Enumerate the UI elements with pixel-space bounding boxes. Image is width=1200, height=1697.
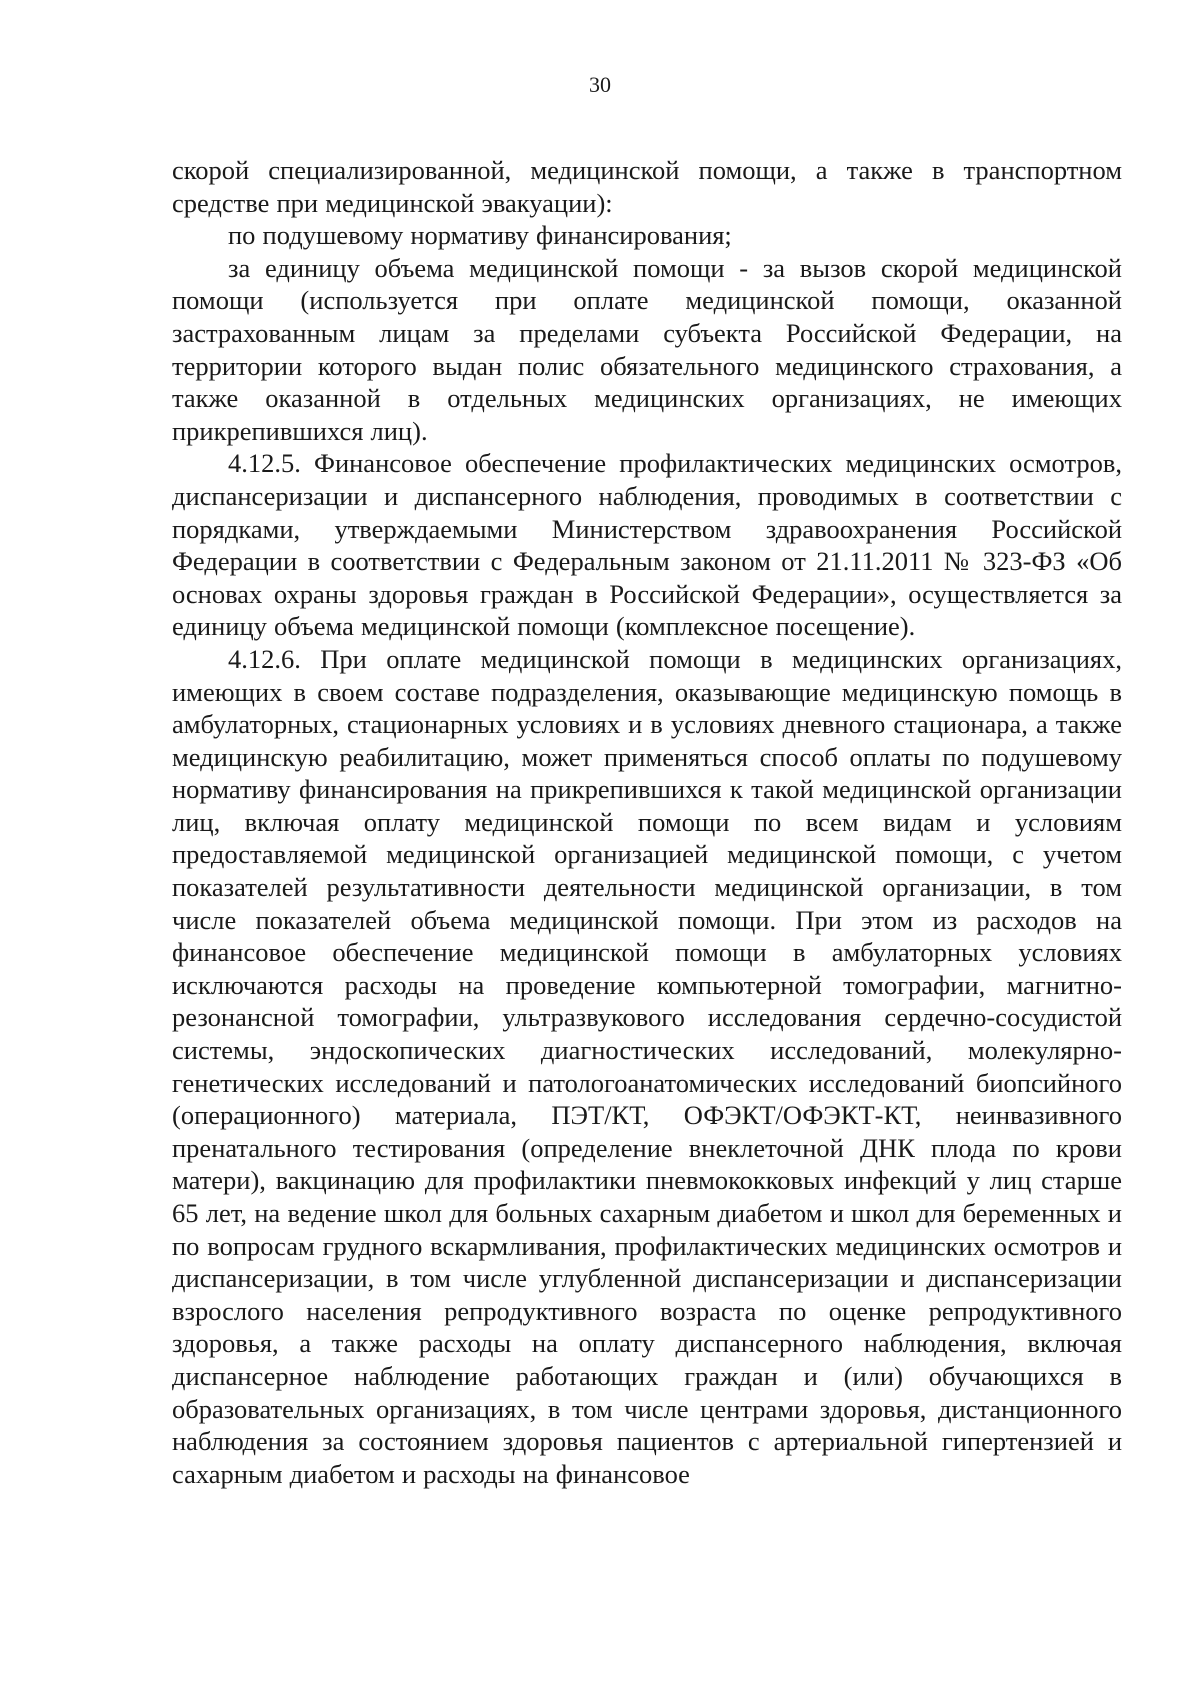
paragraph-continuation: скорой специализированной, медицинской помощи, а также в транспортном средстве при медицинской эвакуации):: [172, 155, 1122, 218]
paragraph-per-call: за единицу объема медицинской помощи - за вызов скорой медицинской помощи (используется при оплате медицинской помощи, оказанной застрахованным лицам за пределами субъекта Российской Федерации, на территории которого выдан полис обязательного медицинского страхования, а также оказанной в отдельных медицинских организациях, не имеющих прикрепившихся лиц).: [172, 252, 1122, 446]
document-body: [172, 154, 1122, 1490]
paragraph-per-capita: по подушевому нормативу финансирования;: [228, 220, 732, 251]
page-number: 30: [589, 72, 611, 97]
paragraph-4-12-6: 4.12.6. При оплате медицинской помощи в медицинских организациях, имеющих в своем составе подразделения, оказывающие медицинскую помощь в амбулаторных, стационарных условиях и в условиях дневного стационара, а также медицинскую реабилитацию, может применяться способ оплаты по подушевому нормативу финансирования на прикрепившихся к такой медицинской организации лиц, включая оплату медицинской помощи по всем видам и условиям предоставляемой медицинской организацией медицинской помощи, с учетом показателей результативности деятельности медицинской организации, в том числе показателей объема медицинской помощи. При этом из расходов на финансовое обеспечение медицинской помощи в амбулаторных условиях исключаются расходы на проведение компьютерной томографии, магнитно-резонансной томографии, ультразвукового исследования сердечно-сосудистой системы, эндоскопических диагностических исследований, молекулярно-генетических исследований и патологоанатомических исследований биопсийного (операционного) материала, ПЭТ/КТ, ОФЭКТ/ОФЭКТ-КТ, неинвазивного пренатального тестирования (определение внеклеточной ДНК плода по крови матери), вакцинацию для профилактики пневмококковых инфекций у лиц старше 65 лет, на ведение школ для больных сахарным диабетом и школ для беременных и по вопросам грудного вскармливания, профилактических медицинских осмотров и диспансеризации, в том числе углубленной диспансеризации и диспансеризации взрослого населения репродуктивного возраста по оценке репродуктивного здоровья, а также расходы на оплату диспансерного наблюдения, включая диспансерное наблюдение работающих граждан и (или) обучающихся в образовательных организациях, в том числе центрами здоровья, дистанционного наблюдения за состоянием здоровья пациентов с артериальной гипертензией и сахарным диабетом и расходы на финансовое: [172, 643, 1122, 1489]
paragraph-4-12-5: 4.12.5. Финансовое обеспечение профилактических медицинских осмотров, диспансеризации и диспансерного наблюдения, проводимых в соответствии с порядками, утверждаемыми Министерством здравоохранения Российской Федерации в соответствии с Федеральным законом от 21.11.2011 № 323-ФЗ «Об основах охраны здоровья граждан в Российской Федерации», осуществляется за единицу объема медицинской помощи (комплексное посещение).: [172, 448, 1122, 642]
